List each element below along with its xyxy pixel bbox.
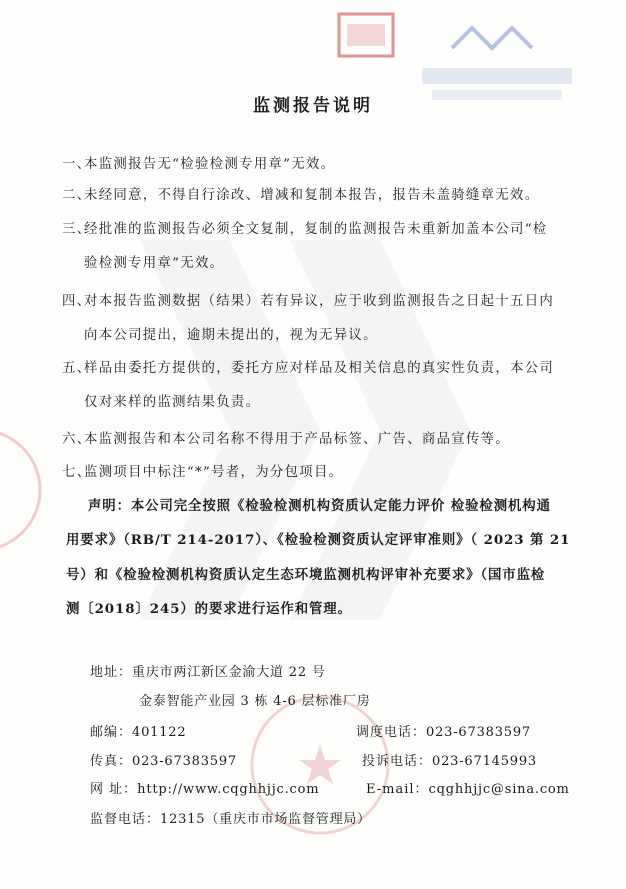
- rule-5: 五、样品由委托方提供的，委托方应对样品及相关信息的真实性负责，本公司: [62, 361, 555, 376]
- address-line-2: 金泰智能产业园 3 栋 4-6 层标准厂房: [139, 694, 371, 709]
- address-line-1: 地址：重庆市两江新区金渝大道 22 号: [90, 665, 326, 680]
- declaration-line-4: 测〔2018〕245）的要求进行运作和管理。: [66, 601, 352, 617]
- rule-4: 四、对本报告监测数据（结果）若有异议，应于收到监测报告之日起十五日内: [62, 294, 555, 309]
- email[interactable]: E-mail：cqghhjjc@sina.com: [366, 782, 570, 797]
- declaration-line-1: 声明：本公司完全按照《检验检测机构资质认定能力评价 检验检测机构通: [88, 498, 551, 514]
- red-stamp-fragment: [335, 10, 397, 60]
- declaration-line-3: 号）和《检验检测机构资质认定生态环境监测机构评审补充要求》（国市监检: [66, 567, 546, 583]
- declaration-line-2: 用要求》（RB/T 214-2017）、《检验检测资质认定评审准则》（ 2023 第 21: [66, 532, 571, 548]
- complaint-phone: 投诉电话：023-67145993: [362, 754, 537, 769]
- rule-7: 七、监测项目中标注“*”号者，为分包项目。: [62, 465, 344, 480]
- rule-2: 二、未经同意，不得自行涂改、增减和复制本报告，报告未盖骑缝章无效。: [62, 188, 540, 203]
- website[interactable]: 网 址：http://www.cqghhjjc.com: [90, 782, 320, 797]
- rule-1: 一、本监测报告无“检验检测专用章”无效。: [62, 157, 336, 172]
- page-title: 监测报告说明: [253, 96, 373, 116]
- rule-3-continued: 验检测专用章”无效。: [84, 256, 225, 271]
- dispatch-phone: 调度电话：023-67383597: [356, 725, 531, 740]
- supervision-phone: 监督电话：12315（重庆市市场监督管理局）: [90, 812, 371, 827]
- seal-fragment-left: [0, 420, 50, 560]
- rule-3: 三、经批准的监测报告必须全文复制，复制的监测报告未重新加盖本公司“检: [62, 222, 548, 237]
- rule-4-continued: 向本公司提出，逾期未提出的，视为无异议。: [84, 328, 378, 343]
- rule-6: 六、本监测报告和本公司名称不得用于产品标签、广告、商品宣传等。: [62, 432, 511, 447]
- fax: 传真：023-67383597: [90, 754, 237, 769]
- postcode: 邮编：401122: [90, 725, 187, 740]
- rule-5-continued: 仅对来样的监测结果负责。: [84, 395, 261, 410]
